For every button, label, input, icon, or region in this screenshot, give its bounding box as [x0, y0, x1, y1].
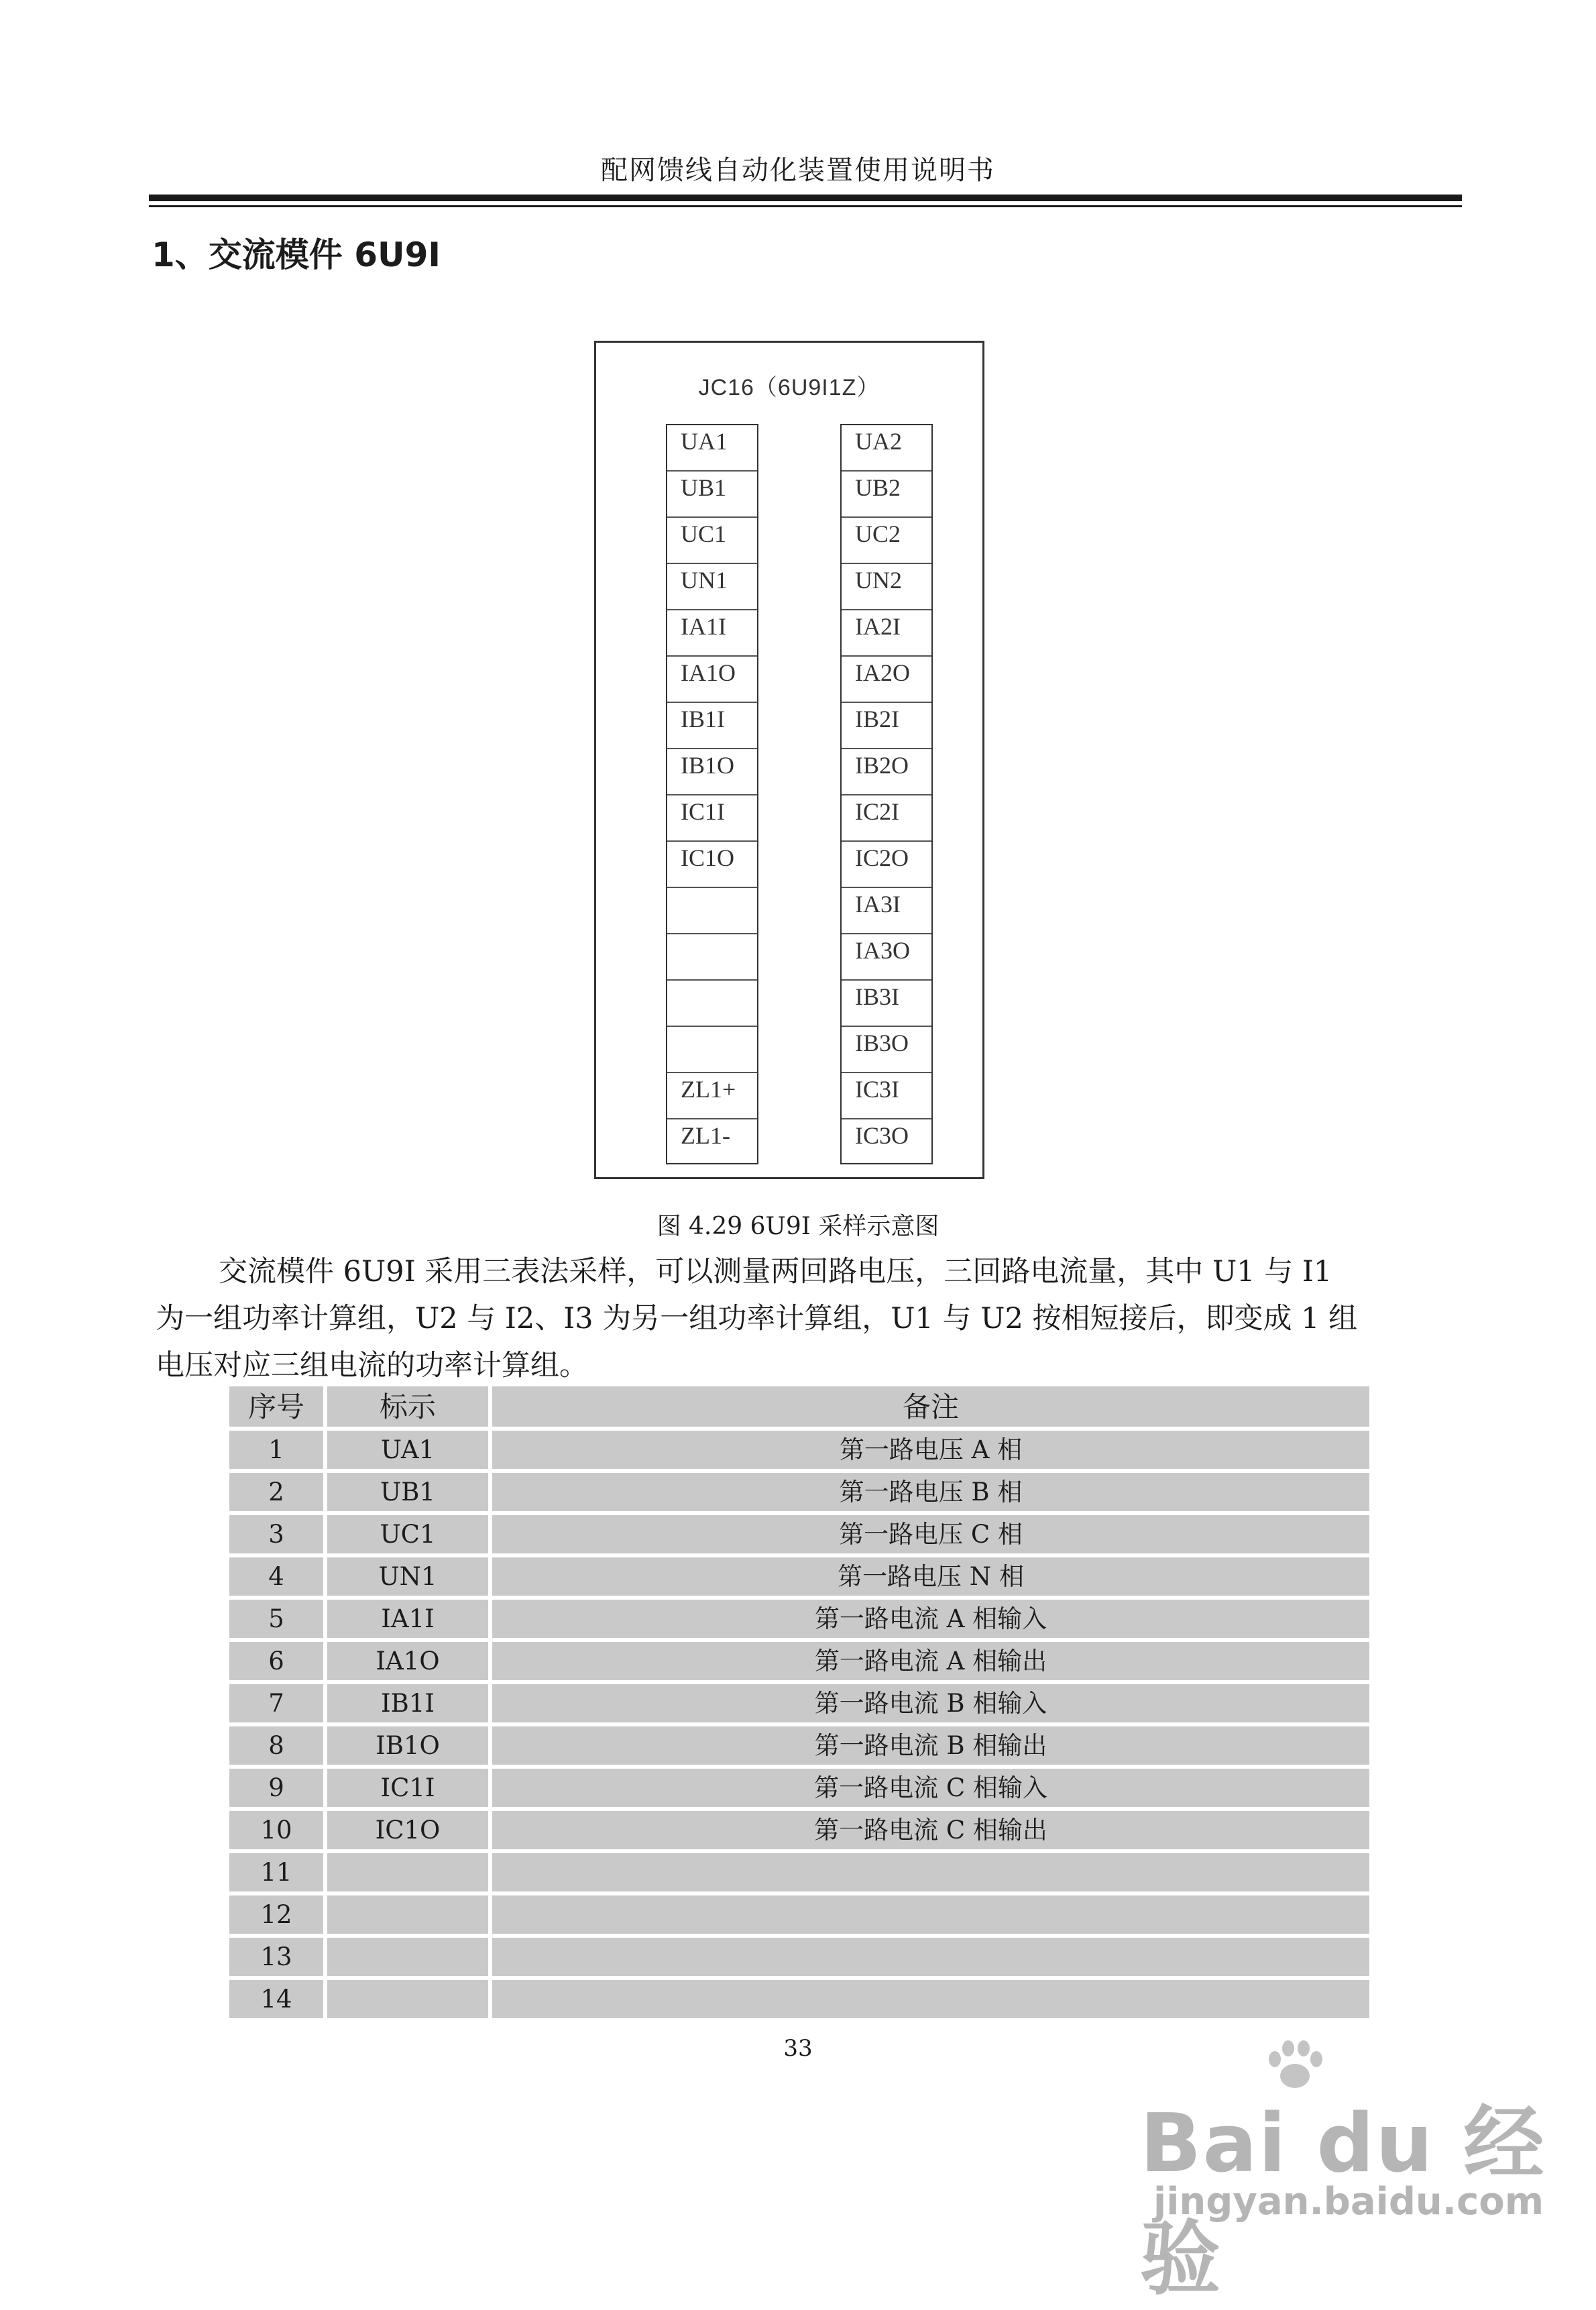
header-rule-thick [149, 195, 1462, 201]
terminal-cell-left [667, 1027, 757, 1073]
table-row [229, 1980, 1369, 2018]
terminal-label-cell: IC1I [327, 1769, 488, 1807]
terminal-column-left [666, 424, 758, 1164]
terminal-label-cell [327, 1895, 488, 1934]
terminal-label-cell [327, 1853, 488, 1891]
terminal-cell-left [667, 981, 757, 1027]
remark-cell: 第一路电压 C 相 [492, 1515, 1369, 1553]
header-rule-thin [149, 205, 1462, 207]
table-row [229, 1938, 1369, 1976]
table-row [229, 1515, 1369, 1553]
terminal-cell-left: IB1I [667, 703, 757, 749]
terminal-cell-left: IC1I [667, 795, 757, 842]
remark-cell: 第一路电压 A 相 [492, 1431, 1369, 1469]
row-index-cell: 10 [229, 1811, 323, 1849]
row-index-cell: 5 [229, 1600, 323, 1638]
column-header-index: 序号 [229, 1386, 323, 1427]
terminal-cell-right: IB2I [842, 703, 931, 749]
document-header-title: 配网馈线自动化装置使用说明书 [601, 155, 995, 186]
table-row [229, 1473, 1369, 1511]
terminal-cell-left [667, 888, 757, 934]
row-index-cell: 12 [229, 1895, 323, 1934]
terminal-label-cell: IA1I [327, 1600, 488, 1638]
terminal-cell-left: IC1O [667, 842, 757, 888]
terminal-cell-left: UA1 [667, 425, 757, 472]
remark-cell: 第一路电压 B 相 [492, 1473, 1369, 1511]
body-paragraph-line: 交流模件 6U9I 采用三表法采样，可以测量两回路电压，三回路电流量，其中 U1 与 I1 [219, 1255, 1332, 1288]
terminal-cell-right: UA2 [842, 425, 931, 472]
terminal-cell-right: IB3I [842, 981, 931, 1027]
row-index-cell: 1 [229, 1431, 323, 1469]
row-index-cell: 9 [229, 1769, 323, 1807]
terminal-spec-table-wrapper [229, 1386, 1369, 2018]
terminal-cell-left: ZL1- [681, 1122, 730, 1149]
terminal-label-cell: IC1O [327, 1811, 488, 1849]
terminal-label-cell: IB1I [327, 1684, 488, 1722]
row-index-cell: 3 [229, 1515, 323, 1553]
terminal-cell-left: UB1 [667, 472, 757, 518]
terminal-cell-left: IB1O [667, 749, 757, 795]
terminal-cell-left: ZL1+ [667, 1073, 757, 1119]
remark-cell: 第一路电流 C 相输出 [492, 1811, 1369, 1849]
terminal-cell-left: IA1O [667, 657, 757, 703]
row-index-cell: 4 [229, 1557, 323, 1596]
terminal-label-cell: UC1 [327, 1515, 488, 1553]
watermark-logo-text: Bai du 经验 [1140, 2097, 1546, 2306]
remark-cell [492, 1853, 1369, 1891]
body-paragraph-line: 电压对应三组电流的功率计算组。 [156, 1349, 588, 1382]
row-index-cell: 14 [229, 1980, 323, 2018]
section-heading: 1、交流模件 6U9I [152, 235, 441, 274]
terminal-cell-right: IA3O [842, 934, 931, 981]
terminal-cell-right: IC2O [842, 842, 931, 888]
terminal-cell-right: UB2 [842, 472, 931, 518]
watermark-url: jingyan.baidu.com [1153, 2180, 1544, 2223]
remark-cell: 第一路电流 A 相输出 [492, 1642, 1369, 1680]
table-row [229, 1557, 1369, 1596]
terminal-cell-right: UC2 [842, 518, 931, 564]
table-row [229, 1769, 1369, 1807]
terminal-spec-table [225, 1382, 1373, 2022]
terminal-cell-right: IC3I [842, 1073, 931, 1119]
row-index-cell: 6 [229, 1642, 323, 1680]
remark-cell: 第一路电流 A 相输入 [492, 1600, 1369, 1638]
terminal-cell-left: IA1I [667, 610, 757, 657]
remark-cell: 第一路电流 C 相输入 [492, 1769, 1369, 1807]
terminal-cell-right: IA3I [842, 888, 931, 934]
terminal-cell-right: IB2O [842, 749, 931, 795]
column-header-remark: 备注 [492, 1386, 1369, 1427]
terminal-cell-left: UC1 [667, 518, 757, 564]
terminal-label-cell [327, 1980, 488, 2018]
remark-cell [492, 1895, 1369, 1934]
table-row [229, 1642, 1369, 1680]
terminal-diagram-title: JC16（6U9I1Z） [698, 375, 880, 400]
terminal-label-cell: UA1 [327, 1431, 488, 1469]
row-index-cell: 8 [229, 1726, 323, 1765]
remark-cell: 第一路电流 B 相输出 [492, 1726, 1369, 1765]
remark-cell [492, 1980, 1369, 2018]
terminal-cell-left [667, 934, 757, 981]
terminal-cell-right: IA2I [842, 610, 931, 657]
remark-cell [492, 1938, 1369, 1976]
figure-caption: 图 4.29 6U9I 采样示意图 [657, 1213, 939, 1240]
terminal-label-cell: IA1O [327, 1642, 488, 1680]
table-row [229, 1726, 1369, 1765]
row-index-cell: 7 [229, 1684, 323, 1722]
table-header-row [229, 1386, 1369, 1427]
table-row [229, 1895, 1369, 1934]
table-body [229, 1431, 1369, 2018]
table-row [229, 1600, 1369, 1638]
page-number: 33 [783, 2035, 813, 2062]
remark-cell: 第一路电压 N 相 [492, 1557, 1369, 1596]
table-row [229, 1684, 1369, 1722]
terminal-label-cell [327, 1938, 488, 1976]
row-index-cell: 2 [229, 1473, 323, 1511]
table-row [229, 1431, 1369, 1469]
terminal-label-cell: UB1 [327, 1473, 488, 1511]
terminal-cell-right: IA2O [842, 657, 931, 703]
remark-cell: 第一路电流 B 相输入 [492, 1684, 1369, 1722]
terminal-cell-left: UN1 [667, 564, 757, 610]
terminal-cell-right: IC2I [842, 795, 931, 842]
terminal-cell-right: IC3O [855, 1122, 909, 1149]
table-row [229, 1853, 1369, 1891]
row-index-cell: 11 [229, 1853, 323, 1891]
row-index-cell: 13 [229, 1938, 323, 1976]
table-row [229, 1811, 1369, 1849]
terminal-label-cell: UN1 [327, 1557, 488, 1596]
column-header-terminal: 标示 [327, 1386, 488, 1427]
body-paragraph-line: 为一组功率计算组，U2 与 I2、I3 为另一组功率计算组，U1 与 U2 按相短接后，即变成 1 组 [156, 1302, 1358, 1335]
terminal-cell-right: IB3O [842, 1027, 931, 1073]
terminal-label-cell: IB1O [327, 1726, 488, 1765]
terminal-cell-right: UN2 [842, 564, 931, 610]
terminal-column-right [840, 424, 933, 1164]
